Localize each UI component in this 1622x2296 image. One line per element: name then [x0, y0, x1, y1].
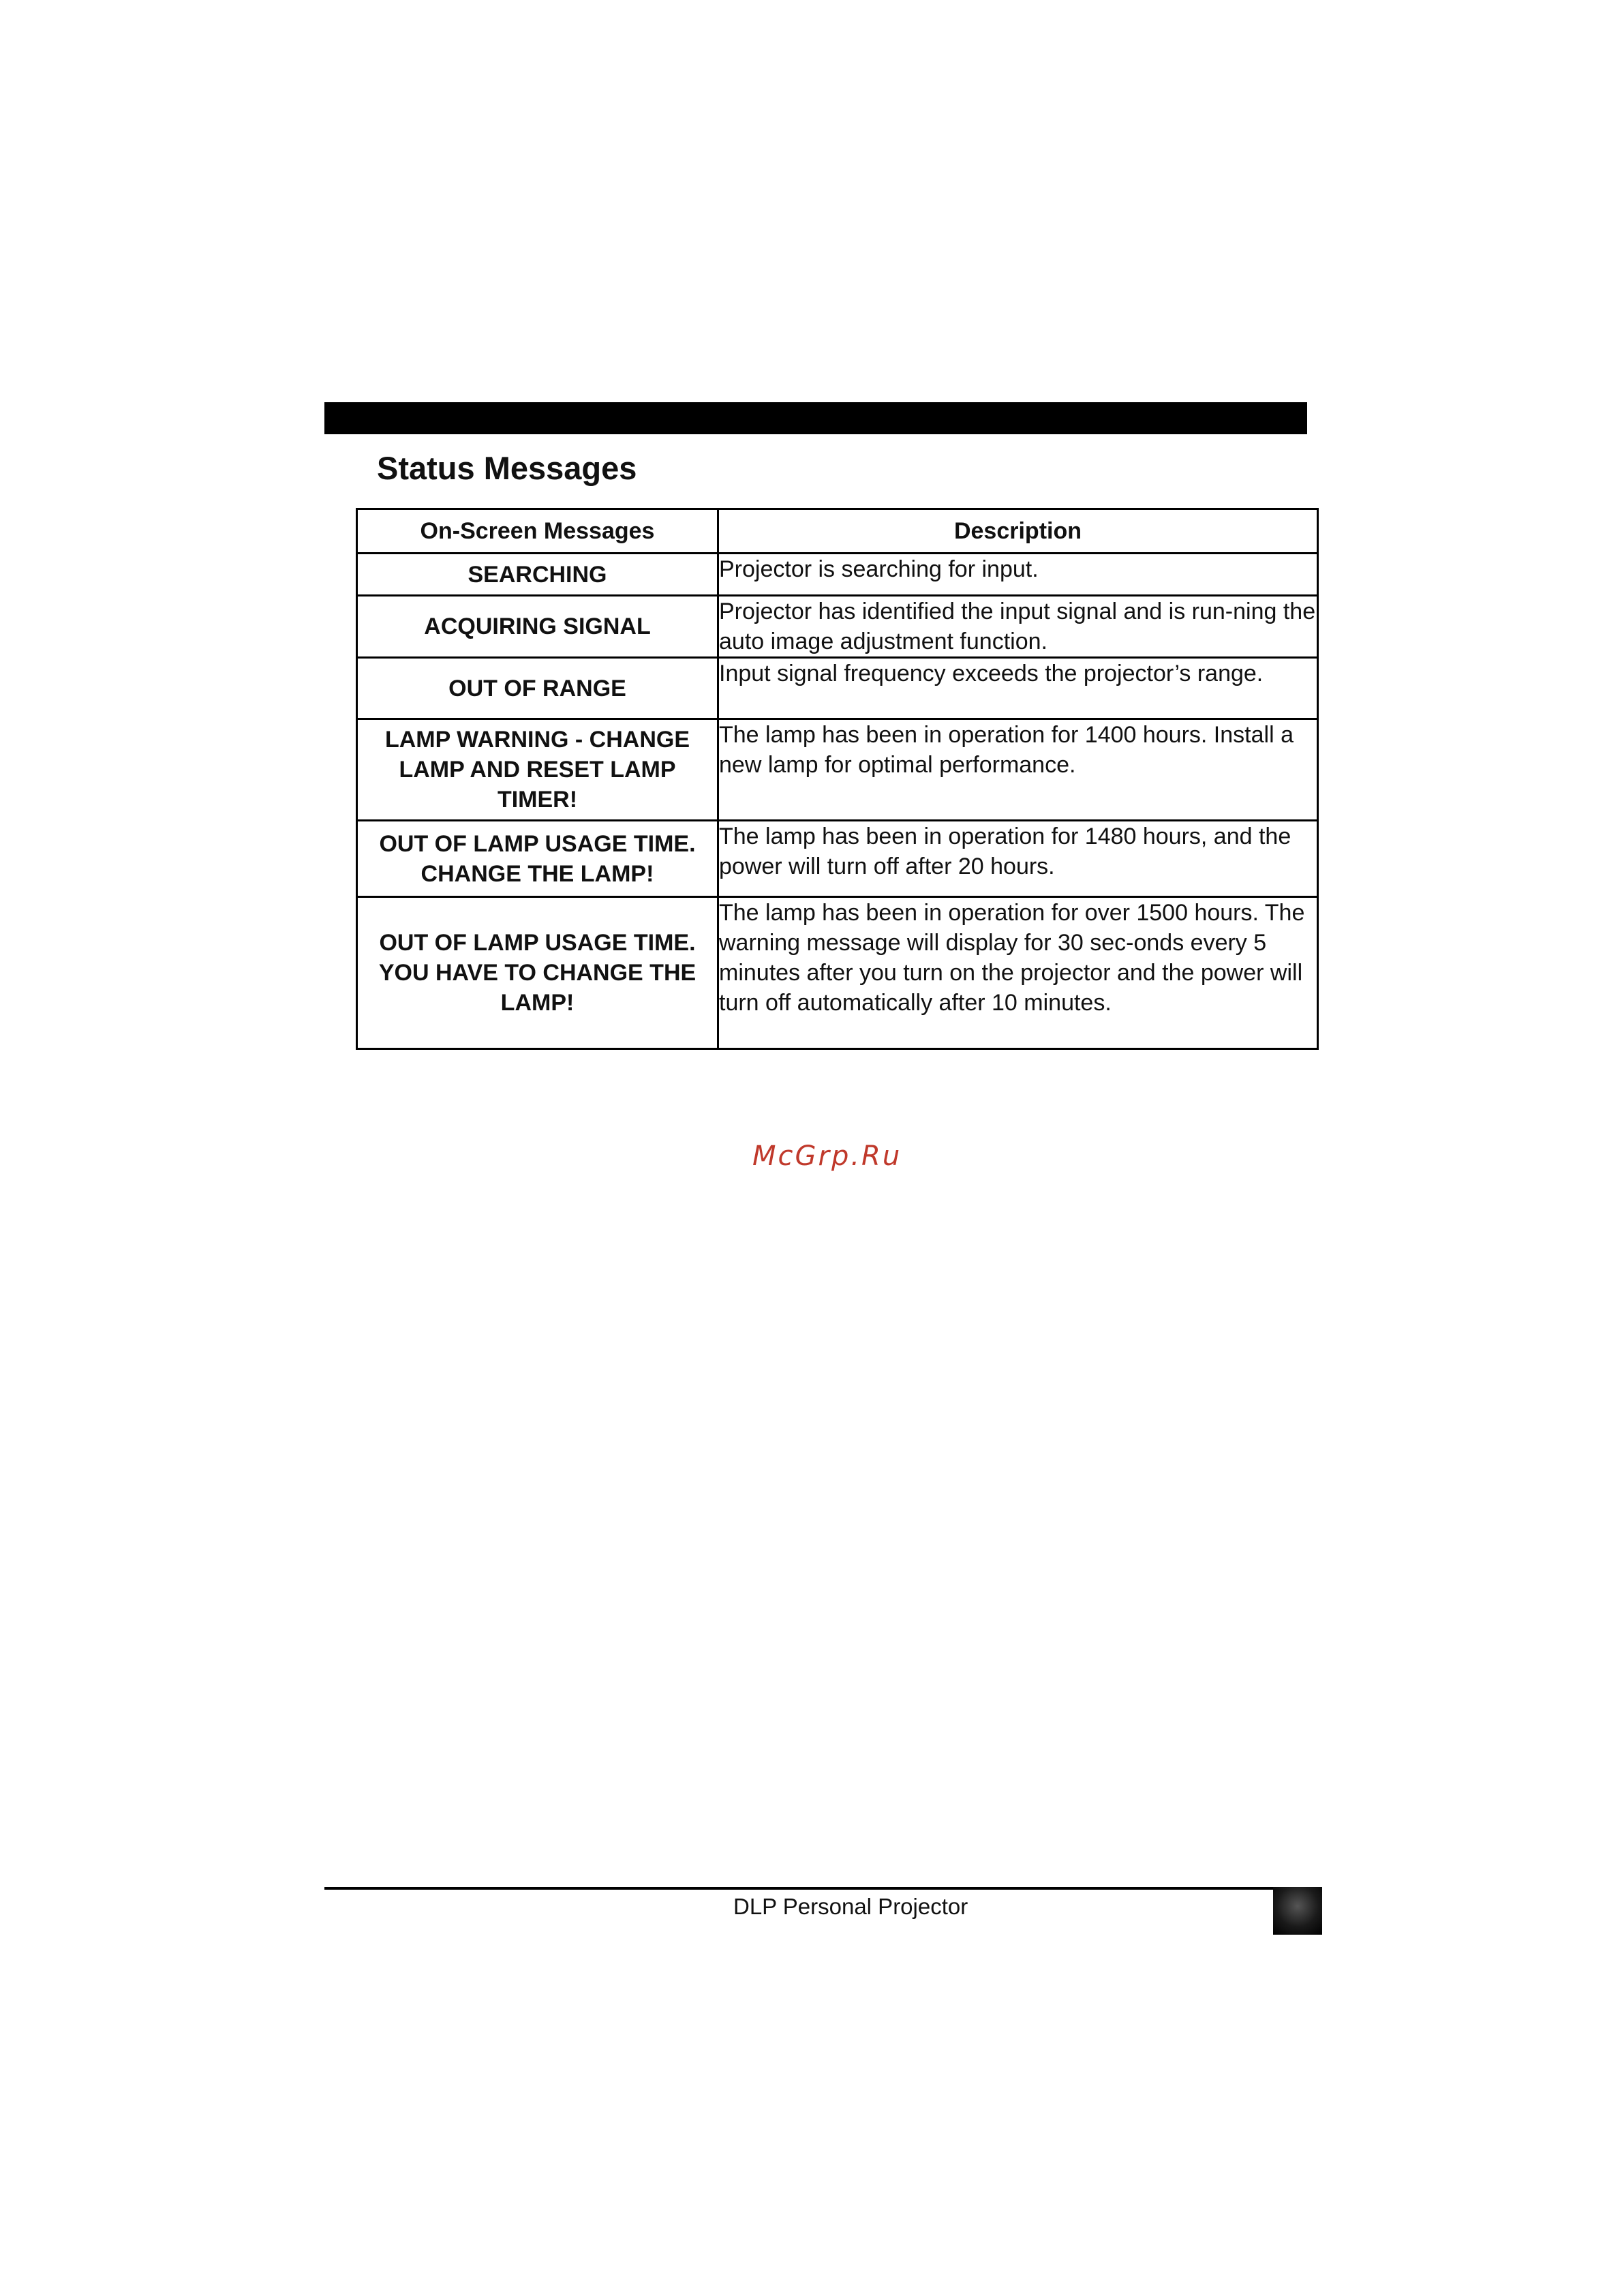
footer-text: DLP Personal Projector	[733, 1894, 968, 1919]
message-cell: SEARCHING	[357, 554, 718, 596]
description-cell: Projector is searching for input.	[718, 554, 1318, 596]
header-bar	[324, 402, 1307, 434]
column-header-messages: On-Screen Messages	[357, 509, 718, 554]
description-cell: The lamp has been in operation for over 1500 hours. The warning message will display for 30 sec-onds every 5 minutes after you turn on the projector and the power will turn off automatically after 10 minutes.	[718, 897, 1318, 1049]
footer-rule	[324, 1887, 1277, 1890]
table-row	[357, 821, 1318, 897]
table-row	[357, 897, 1318, 1049]
table-row	[357, 719, 1318, 821]
message-cell: OUT OF RANGE	[357, 658, 718, 719]
page-number-box	[1273, 1887, 1322, 1935]
description-cell: The lamp has been in operation for 1480 hours, and the power will turn off after 20 hours.	[718, 821, 1318, 897]
description-cell: The lamp has been in operation for 1400 hours. Install a new lamp for optimal performance.	[718, 719, 1318, 821]
table-row	[357, 658, 1318, 719]
description-cell: Input signal frequency exceeds the projector’s range.	[718, 658, 1318, 719]
message-cell: OUT OF LAMP USAGE TIME. YOU HAVE TO CHANGE THE LAMP!	[357, 897, 718, 1049]
column-header-description: Description	[718, 509, 1318, 554]
table-row	[357, 596, 1318, 658]
table-header-row	[357, 509, 1318, 554]
section-title: Status Messages	[377, 450, 637, 486]
description-cell: Projector has identified the input signal and is run-ning the auto image adjustment function.	[718, 596, 1318, 658]
table-row	[357, 554, 1318, 596]
message-cell: OUT OF LAMP USAGE TIME. CHANGE THE LAMP!	[357, 821, 718, 897]
status-messages-table	[356, 508, 1319, 1050]
message-cell: LAMP WARNING - CHANGE LAMP AND RESET LAMP TIMER!	[357, 719, 718, 821]
message-cell: ACQUIRING SIGNAL	[357, 596, 718, 658]
watermark: McGrp.Ru	[752, 1141, 902, 1172]
